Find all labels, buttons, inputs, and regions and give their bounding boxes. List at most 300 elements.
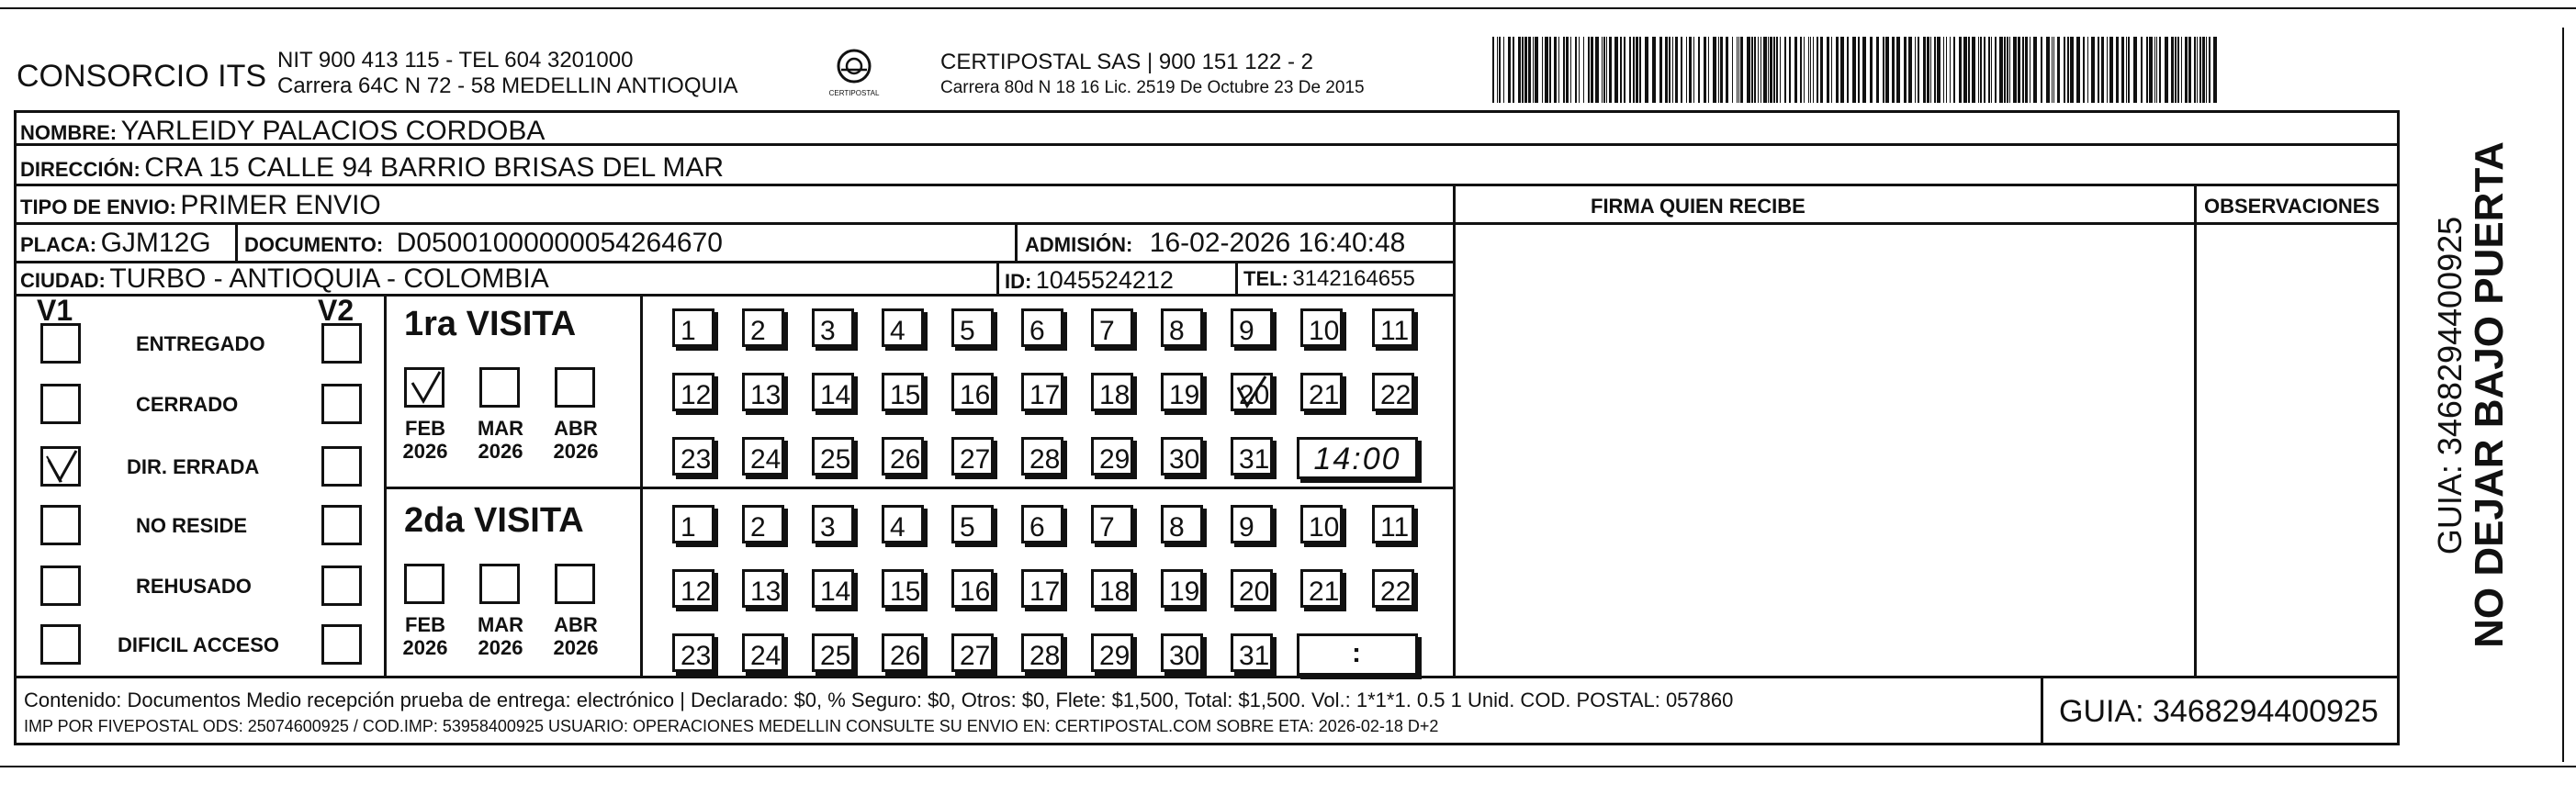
day-box[interactable]	[672, 633, 714, 672]
day-box[interactable]	[1372, 373, 1414, 411]
row-line	[14, 294, 1456, 297]
day-number: 23	[681, 444, 712, 475]
day-box[interactable]	[882, 373, 924, 411]
admision-separator	[1015, 222, 1018, 263]
day-box[interactable]	[951, 505, 994, 543]
barcode-bar	[2022, 37, 2024, 103]
status-option-label: NO RESIDE	[136, 514, 248, 537]
barcode-bar	[1718, 37, 1719, 103]
barcode-bar	[1708, 37, 1709, 103]
day-box[interactable]	[1161, 633, 1203, 672]
status-option-label: ENTREGADO	[136, 332, 265, 355]
v1-label: V1	[37, 294, 73, 327]
barcode-bar	[1669, 37, 1670, 103]
barcode-bar	[1591, 37, 1593, 103]
barcode-bar	[1808, 37, 1809, 103]
carrier-name: CERTIPOSTAL SAS | 900 151 122 - 2	[940, 50, 1313, 74]
day-number: 31	[1239, 641, 1270, 671]
tel-separator	[1235, 261, 1238, 296]
barcode-bar	[2107, 37, 2108, 103]
barcode-bar	[1689, 37, 1692, 103]
day-box[interactable]	[1021, 505, 1063, 543]
day-number: 11	[1380, 316, 1410, 346]
footer-guia: GUIA: 3468294400925	[2059, 694, 2379, 729]
month-year: 2026	[553, 440, 599, 464]
barcode-bar	[2101, 37, 2104, 103]
day-box[interactable]	[1231, 505, 1273, 543]
bottom-edge-line	[0, 766, 2576, 767]
month-name: FEB	[405, 613, 445, 636]
month-label	[393, 613, 457, 660]
barcode-bar	[1885, 37, 1889, 103]
barcode-bar	[1943, 37, 1944, 103]
barcode-bar	[1840, 37, 1844, 103]
month-checkbox[interactable]	[555, 367, 595, 408]
day-number: 16	[960, 380, 991, 410]
v2-checkbox[interactable]	[321, 505, 362, 545]
day-box[interactable]	[812, 633, 854, 672]
day-box[interactable]	[672, 505, 714, 543]
barcode-bar	[2025, 37, 2028, 103]
barcode-bar	[2213, 37, 2217, 103]
barcode-bar	[1681, 37, 1682, 103]
barcode-bar	[1665, 37, 1668, 103]
day-number: 28	[1029, 641, 1061, 671]
day-number: 15	[890, 577, 921, 607]
barcode-bar	[1497, 37, 1498, 103]
day-box[interactable]	[1300, 308, 1343, 347]
time-value: 14:00	[1313, 442, 1401, 476]
day-number: 11	[1380, 512, 1410, 543]
day-number: 3	[820, 512, 836, 543]
barcode-bar	[2181, 37, 2182, 103]
placa-separator	[235, 222, 238, 263]
day-number: 25	[820, 444, 851, 475]
day-number: 24	[750, 444, 782, 475]
barcode-bar	[1773, 37, 1775, 103]
day-box[interactable]	[1091, 373, 1133, 411]
barcode-bar	[1794, 37, 1797, 103]
barcode-bar	[1953, 37, 1955, 103]
barcode-bar	[1704, 37, 1706, 103]
barcode-bar	[1852, 37, 1856, 103]
v2-checkbox[interactable]	[321, 446, 362, 487]
barcode-bar	[1533, 37, 1534, 103]
day-number: 8	[1169, 512, 1185, 543]
day-box[interactable]	[742, 505, 784, 543]
barcode-bar	[1770, 37, 1772, 103]
barcode-bar	[2109, 37, 2113, 103]
barcode-bar	[1908, 37, 1912, 103]
placa-field	[20, 230, 211, 257]
day-number: 4	[890, 316, 906, 346]
barcode-bar	[1614, 37, 1618, 103]
month-checkbox[interactable]	[479, 564, 520, 604]
barcode-bar	[2154, 37, 2155, 103]
day-box[interactable]	[882, 633, 924, 672]
day-box[interactable]	[882, 437, 924, 476]
day-box[interactable]	[951, 569, 994, 608]
month-checkbox[interactable]	[479, 367, 520, 408]
day-box[interactable]	[1161, 437, 1203, 476]
day-number: 5	[960, 316, 975, 346]
visit-title: 2da VISITA	[404, 501, 584, 540]
day-box[interactable]	[882, 505, 924, 543]
month-year: 2026	[402, 636, 448, 660]
day-number: 17	[1029, 380, 1061, 410]
barcode-bar	[2067, 37, 2069, 103]
barcode-bar	[2194, 37, 2196, 103]
observaciones-label: OBSERVACIONES	[2204, 195, 2380, 218]
barcode-bar	[2064, 37, 2065, 103]
barcode-bar	[2116, 37, 2119, 103]
top-edge-line	[0, 7, 2576, 9]
day-number: 8	[1169, 316, 1185, 346]
barcode-bar	[1639, 37, 1641, 103]
month-year: 2026	[478, 636, 523, 660]
status-option-label: DIFICIL ACCESO	[118, 633, 280, 656]
barcode-bar	[1652, 37, 1656, 103]
month-checkbox[interactable]	[555, 564, 595, 604]
barcode-bar	[1937, 37, 1940, 103]
barcode-bar	[1918, 37, 1919, 103]
barcode-bar	[1620, 37, 1622, 103]
firma-separator	[1453, 184, 1456, 677]
day-box[interactable]	[1231, 437, 1273, 476]
day-box[interactable]	[1372, 569, 1414, 608]
barcode-bar	[1904, 37, 1907, 103]
day-number: 12	[681, 577, 712, 607]
barcode-bar	[2156, 37, 2157, 103]
barcode-bar	[1522, 37, 1524, 103]
day-box[interactable]	[1161, 373, 1203, 411]
barcode-bar	[1528, 37, 1531, 103]
day-box[interactable]	[1021, 569, 1063, 608]
barcode-bar	[1558, 37, 1559, 103]
day-box[interactable]	[812, 505, 854, 543]
day-number: 10	[1309, 512, 1340, 543]
barcode-bar	[1776, 37, 1778, 103]
barcode-bar	[1713, 37, 1716, 103]
day-box[interactable]	[1091, 633, 1133, 672]
id-separator	[996, 261, 999, 296]
day-number: 12	[681, 380, 712, 410]
day-number: 20	[1239, 577, 1270, 607]
certipostal-logo	[817, 46, 891, 103]
barcode-bar	[1892, 37, 1895, 103]
barcode-bar	[1768, 37, 1769, 103]
day-number: 18	[1099, 380, 1131, 410]
v1-checkbox[interactable]	[40, 384, 81, 424]
barcode-bar	[1524, 37, 1527, 103]
barcode-bar	[1672, 37, 1673, 103]
day-box[interactable]	[742, 633, 784, 672]
placa-label: PLACA:	[20, 233, 97, 256]
day-box[interactable]	[1372, 308, 1414, 347]
barcode-bar	[1629, 37, 1631, 103]
barcode-bar	[1549, 37, 1551, 103]
day-number: 13	[750, 380, 782, 410]
barcode-bar	[1858, 37, 1860, 103]
barcode-bar	[1659, 37, 1662, 103]
day-box[interactable]	[1161, 569, 1203, 608]
day-number: 19	[1169, 380, 1200, 410]
row-line	[14, 184, 2400, 186]
status-option-label: CERRADO	[136, 393, 239, 416]
barcode-bar	[2052, 37, 2053, 103]
direccion-field	[20, 154, 724, 182]
barcode-bar	[1991, 37, 1992, 103]
barcode-bar	[1737, 37, 1738, 103]
day-box[interactable]	[1231, 633, 1273, 672]
month-checkbox[interactable]	[404, 564, 444, 604]
day-box[interactable]	[882, 308, 924, 347]
documento-value: D05001000000054264670	[396, 228, 723, 258]
status-separator	[384, 294, 387, 677]
day-number: 30	[1169, 444, 1200, 475]
month-name: MAR	[477, 417, 524, 440]
day-box[interactable]	[812, 569, 854, 608]
day-box[interactable]	[812, 308, 854, 347]
day-box[interactable]	[1091, 437, 1133, 476]
barcode-bar	[1686, 37, 1687, 103]
barcode	[1492, 37, 2222, 103]
barcode-bar	[1575, 37, 1577, 103]
day-number: 6	[1029, 316, 1045, 346]
v2-checkbox[interactable]	[321, 323, 362, 364]
months-separator	[640, 294, 643, 677]
day-box[interactable]	[742, 373, 784, 411]
barcode-bar	[1927, 37, 1929, 103]
nombre-value: YARLEIDY PALACIOS CORDOBA	[120, 116, 546, 146]
company-name: CONSORCIO ITS	[17, 59, 267, 94]
barcode-bar	[2033, 37, 2037, 103]
admision-value: 16-02-2026 16:40:48	[1149, 228, 1406, 258]
day-box[interactable]	[1300, 505, 1343, 543]
day-number: 24	[750, 641, 782, 671]
barcode-bar	[1588, 37, 1590, 103]
obs-separator	[2194, 184, 2197, 677]
v1-checkbox[interactable]	[40, 446, 81, 487]
barcode-bar	[1503, 37, 1504, 103]
barcode-bar	[2128, 37, 2130, 103]
barcode-bar	[2126, 37, 2127, 103]
day-number: 22	[1380, 577, 1412, 607]
barcode-bar	[1566, 37, 1569, 103]
barcode-bar	[1738, 37, 1739, 103]
barcode-bar	[2013, 37, 2017, 103]
id-value: 1045524212	[1035, 266, 1174, 294]
month-name: ABR	[554, 613, 598, 636]
month-label	[544, 417, 608, 464]
day-box[interactable]	[1021, 308, 1063, 347]
barcode-bar	[1602, 37, 1603, 103]
admision-field	[1025, 230, 1405, 257]
barcode-bar	[1542, 37, 1543, 103]
day-box[interactable]	[672, 373, 714, 411]
time-box[interactable]	[1297, 633, 1418, 676]
month-label	[393, 417, 457, 464]
month-checkbox[interactable]	[404, 367, 444, 408]
barcode-bar	[1813, 37, 1814, 103]
day-box[interactable]	[951, 373, 994, 411]
barcode-bar	[1820, 37, 1823, 103]
barcode-bar	[2159, 37, 2161, 103]
day-number: 18	[1099, 577, 1131, 607]
day-box[interactable]	[742, 437, 784, 476]
barcode-bar	[1988, 37, 1990, 103]
day-number: 3	[820, 316, 836, 346]
barcode-bar	[1968, 37, 1970, 103]
v1-checkbox[interactable]	[40, 624, 81, 665]
month-name: ABR	[554, 417, 598, 440]
barcode-bar	[1492, 37, 1494, 103]
documento-label: DOCUMENTO:	[244, 233, 384, 256]
day-number: 4	[890, 512, 906, 543]
barcode-bar	[1995, 37, 1997, 103]
v2-checkbox[interactable]	[321, 384, 362, 424]
barcode-bar	[2057, 37, 2060, 103]
barcode-bar	[1915, 37, 1916, 103]
day-box[interactable]	[1300, 373, 1343, 411]
barcode-bar	[2171, 37, 2174, 103]
day-box[interactable]	[1091, 569, 1133, 608]
barcode-bar	[2202, 37, 2205, 103]
day-number: 25	[820, 641, 851, 671]
id-label: ID:	[1005, 270, 1032, 293]
guia-box-separator	[2041, 676, 2043, 745]
day-number: 9	[1239, 512, 1254, 543]
day-box[interactable]	[951, 308, 994, 347]
month-year: 2026	[402, 440, 448, 464]
day-box[interactable]	[812, 437, 854, 476]
day-box[interactable]	[1091, 308, 1133, 347]
day-box[interactable]	[1021, 633, 1063, 672]
barcode-bar	[1693, 37, 1694, 103]
barcode-bar	[1603, 37, 1605, 103]
day-number: 31	[1239, 444, 1270, 475]
company-nit: NIT 900 413 115 - TEL 604 3201000	[277, 48, 634, 73]
day-number: 16	[960, 577, 991, 607]
barcode-bar	[2076, 37, 2080, 103]
v2-label: V2	[318, 294, 354, 327]
ciudad-label: CIUDAD:	[20, 269, 106, 292]
id-field	[1005, 268, 1174, 293]
barcode-bar	[2091, 37, 2095, 103]
barcode-bar	[1883, 37, 1884, 103]
v1-checkbox[interactable]	[40, 323, 81, 364]
day-number: 14	[820, 380, 851, 410]
day-box[interactable]	[1161, 505, 1203, 543]
barcode-bar	[1972, 37, 1975, 103]
barcode-bar	[2009, 37, 2010, 103]
day-box[interactable]	[951, 633, 994, 672]
day-box[interactable]	[1231, 569, 1273, 608]
day-box[interactable]	[1300, 569, 1343, 608]
tel-value: 3142164655	[1292, 266, 1415, 291]
day-number: 2	[750, 512, 766, 543]
day-box[interactable]	[1231, 308, 1273, 347]
day-box[interactable]	[742, 569, 784, 608]
footer-contenido: Contenido: Documentos Medio recepción prueba de entrega: electrónico | Declarado: $0, % Seguro: $0, Otros: $0, Flete: $1,500, Total: $1,500. Vol.: 1*1*1. 0.5 1 Unid. COD. POSTAL: 057860	[24, 689, 1734, 711]
day-number: 1	[681, 316, 696, 346]
nombre-label: NOMBRE:	[20, 121, 118, 144]
day-box[interactable]	[951, 437, 994, 476]
barcode-bar	[1789, 37, 1791, 103]
v2-checkbox[interactable]	[321, 565, 362, 606]
v2-checkbox[interactable]	[321, 624, 362, 665]
day-box[interactable]	[812, 373, 854, 411]
tipo-value: PRIMER ENVIO	[180, 190, 381, 220]
barcode-bar	[2206, 37, 2207, 103]
day-box[interactable]	[672, 308, 714, 347]
barcode-bar	[2087, 37, 2088, 103]
day-box[interactable]	[742, 308, 784, 347]
barcode-bar	[1720, 37, 1723, 103]
v1-checkbox[interactable]	[40, 565, 81, 606]
month-label	[468, 613, 533, 660]
day-number: 2	[750, 316, 766, 346]
barcode-bar	[2209, 37, 2210, 103]
day-number: 30	[1169, 641, 1200, 671]
barcode-bar	[2197, 37, 2198, 103]
day-number: 7	[1099, 316, 1115, 346]
day-box[interactable]	[1161, 308, 1203, 347]
day-box[interactable]	[882, 569, 924, 608]
barcode-bar	[1896, 37, 1900, 103]
barcode-bar	[1570, 37, 1571, 103]
day-number: 14	[820, 577, 851, 607]
barcode-bar	[1934, 37, 1936, 103]
v1-checkbox[interactable]	[40, 505, 81, 545]
day-number: 6	[1029, 512, 1045, 543]
day-number: 26	[890, 641, 921, 671]
barcode-bar	[2146, 37, 2148, 103]
barcode-bar	[1827, 37, 1829, 103]
day-box[interactable]	[1091, 505, 1133, 543]
barcode-bar	[1624, 37, 1625, 103]
barcode-bar	[1847, 37, 1849, 103]
day-box[interactable]	[672, 437, 714, 476]
day-box[interactable]	[1231, 373, 1273, 411]
barcode-bar	[1950, 37, 1951, 103]
day-box[interactable]	[1372, 505, 1414, 543]
barcode-bar	[2098, 37, 2099, 103]
time-box[interactable]	[1297, 437, 1418, 479]
barcode-bar	[2133, 37, 2137, 103]
barcode-bar	[1508, 37, 1511, 103]
barcode-bar	[1836, 37, 1839, 103]
barcode-bar	[2083, 37, 2085, 103]
barcode-bar	[2041, 37, 2042, 103]
day-box[interactable]	[672, 569, 714, 608]
status-option-label: REHUSADO	[136, 575, 252, 598]
barcode-bar	[1800, 37, 1802, 103]
day-number: 13	[750, 577, 782, 607]
day-box[interactable]	[1021, 373, 1063, 411]
barcode-bar	[1978, 37, 1979, 103]
barcode-bar	[1760, 37, 1761, 103]
tel-field	[1243, 268, 1415, 290]
month-year: 2026	[553, 636, 599, 660]
tel-label: TEL:	[1243, 267, 1288, 290]
day-box[interactable]	[1021, 437, 1063, 476]
month-year: 2026	[478, 440, 523, 464]
day-number: 10	[1309, 316, 1340, 346]
day-number: 23	[681, 641, 712, 671]
barcode-bar	[1804, 37, 1805, 103]
day-number: 19	[1169, 577, 1200, 607]
